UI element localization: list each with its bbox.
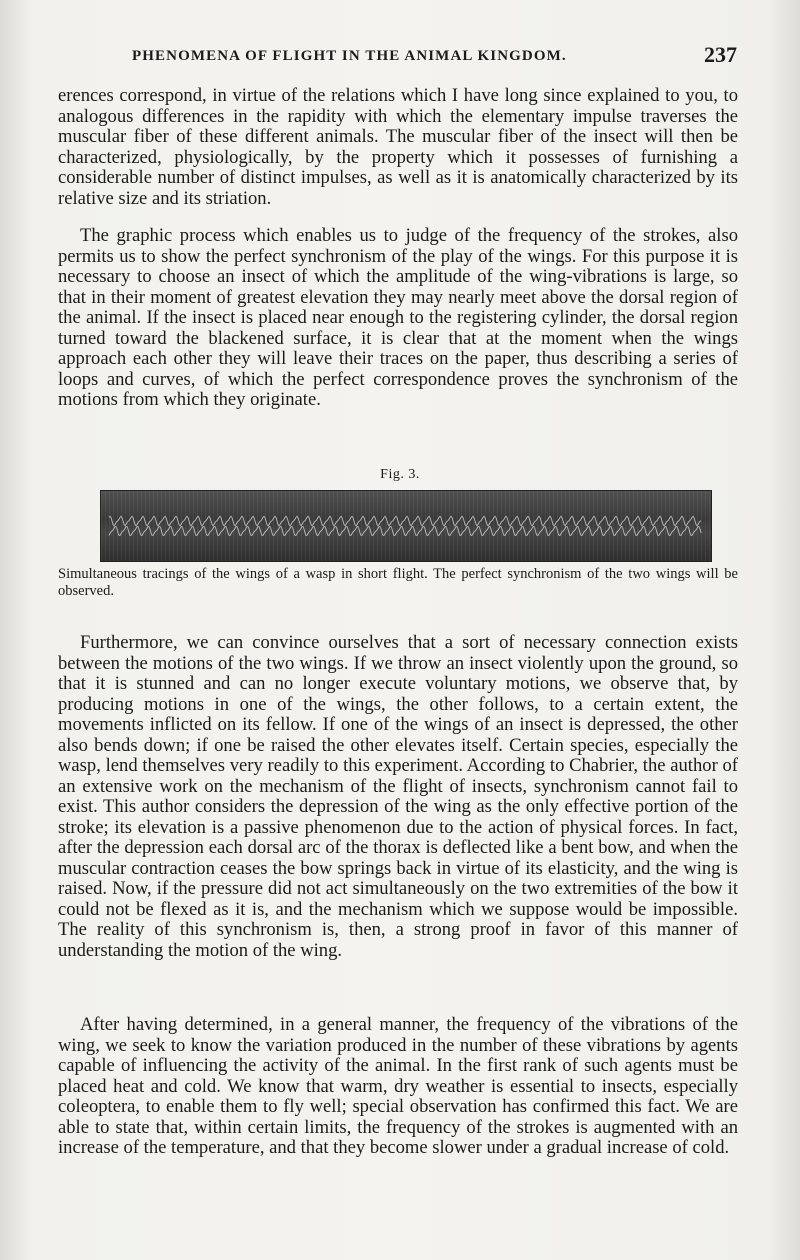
paragraph-3: Furthermore, we can convince ourselves that a sort of necessary connection exists between the motions of the two wings. If we throw an insect violently upon the ground, so that it is stunned and can no longer execute voluntary motions, we observe that, by producing motions in one of the wings, the other follows, to a certain extent, the movements inflicted on its fellow. If one of the wings of an insect is depressed, the other also bends down; if one be raised the other elevates itself. Certain species, especially the wasp, lend themselves very readily to this experiment. According to Chabrier, the author of an extensive work on the mechanism of the flight of insects, synchronism cannot fail to exist. This author considers the depression of the wing as the only effective portion of the stroke; its elevation is a passive phenomenon due to the action of physical forces. In fact, after the depression each dorsal arc of the thorax is deflected like a bent bow, and when the muscular contraction ceases the bow springs back in virtue of its elasticity, and the wing is raised. Now, if the pressure did not act simultaneously on the two extremities of the bow it could not be flexed as it is, and the mechanism which we suppose would be impossible. The reality of this synchronism is, then, a strong proof in favor of this manner of understanding the motion of the wing.: [58, 632, 738, 961]
paragraph-2: The graphic process which enables us to judge of the frequency of the strokes, also permits us to show the perfect synchronism of the play of the wings. For this purpose it is necessary to choose an insect of which the amplitude of the wing-vibrations is large, so that in their moment of greatest elevation they may nearly meet above the dorsal region of the animal. If the insect is placed near enough to the registering cylinder, the dorsal region turned toward the blackened surface, it is clear that at the moment when the wings approach each other they will leave their traces on the paper, thus describing a series of loops and curves, of which the perfect correspondence proves the synchronism of the motions from which they originate.: [58, 225, 738, 410]
wing-tracing-figure: [100, 490, 712, 562]
figure-label: Fig. 3.: [380, 467, 420, 482]
wing-tracing-illustration: [101, 491, 711, 561]
running-title: PHENOMENA OF FLIGHT IN THE ANIMAL KINGDOM.: [132, 48, 567, 64]
figure-caption: Simultaneous tracings of the wings of a wasp in short flight. The perfect synchronism of the two wings will be observed.: [58, 566, 738, 599]
lower-wing-trace: [109, 527, 701, 536]
paragraph-4: After having determined, in a general manner, the frequency of the vibrations of the wing, we seek to know the variation produced in the number of these vibrations by agents capable of influencing the activity of the animal. In the first rank of such agents must be placed heat and cold. We know that warm, dry weather is essential to insects, especially coleoptera, to enable them to fly well; special observation has confirmed this fact. We are able to state that, within certain limits, the frequency of the strokes is augmented with an increase of the temperature, and that they become slower under a gradual increase of cold.: [58, 1014, 738, 1158]
page-number: 237: [704, 42, 737, 67]
paragraph-1: erences correspond, in virtue of the relations which I have long since explained to you, to analogous differences in the rapidity with which the elementary impulse traverses the muscular fiber of these different animals. The muscular fiber of the insect will then be characterized, physiologically, by the property which it possesses of furnishing a considerable number of distinct impulses, as well as it is anatomically characterized by its relative size and its striation.: [58, 85, 738, 209]
upper-wing-trace: [109, 516, 701, 525]
page-header: [132, 42, 737, 72]
